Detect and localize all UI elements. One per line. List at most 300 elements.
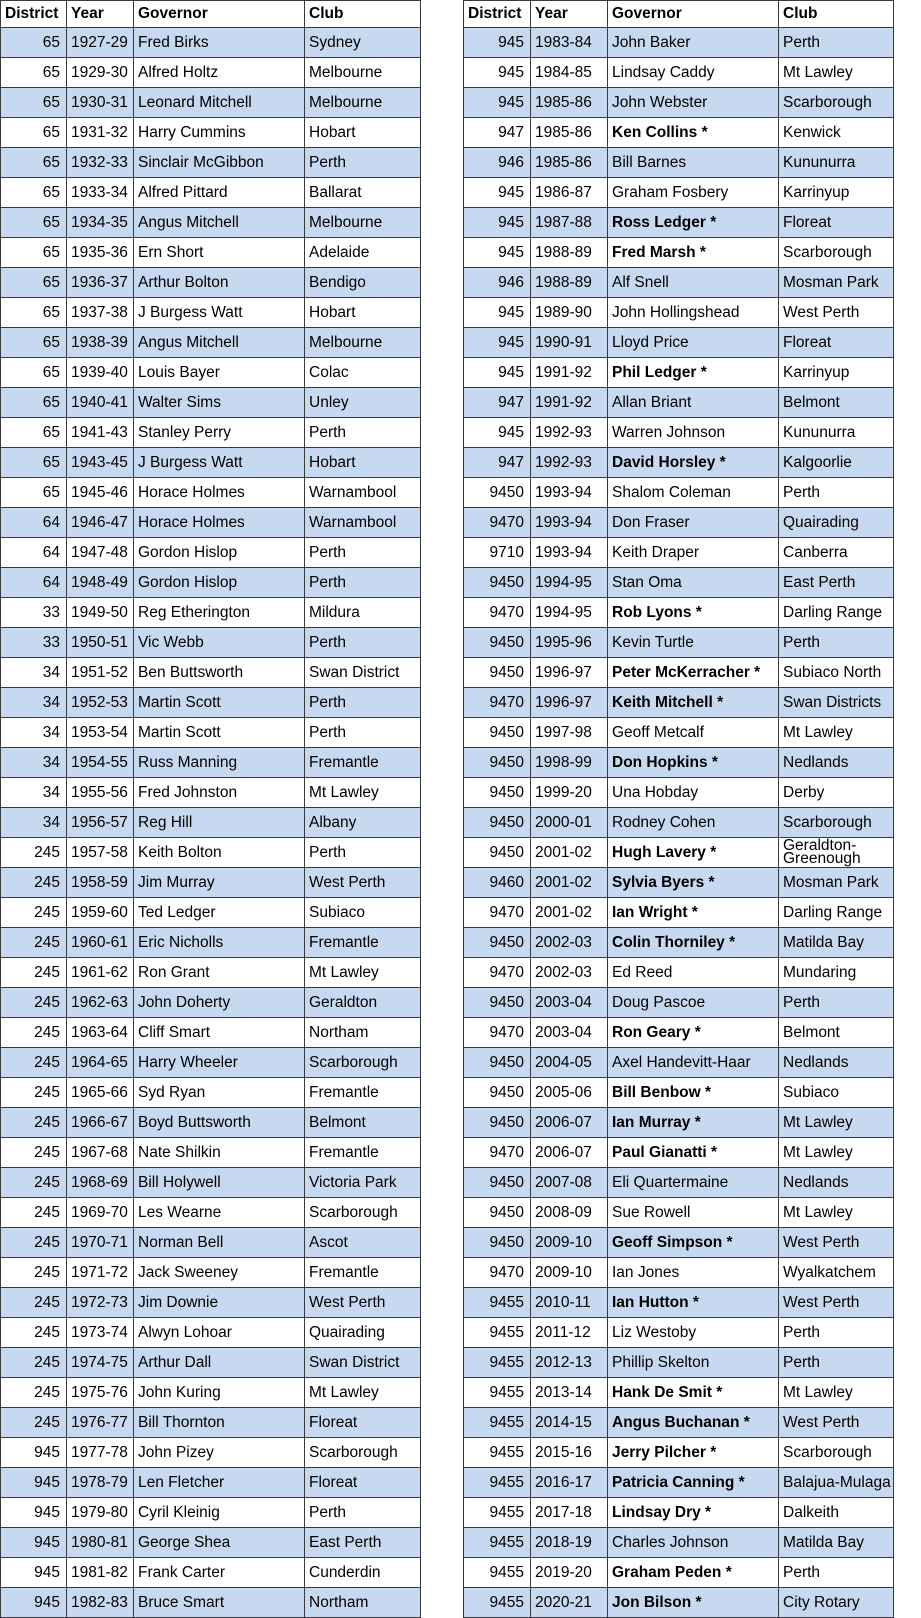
club-cell: Perth bbox=[305, 628, 421, 658]
district-cell: 65 bbox=[1, 58, 67, 88]
district-cell: 9450 bbox=[464, 478, 531, 508]
table-row bbox=[1, 58, 421, 88]
club-cell: Mt Lawley bbox=[305, 1378, 421, 1408]
district-cell: 945 bbox=[464, 238, 531, 268]
club-cell: Matilda Bay bbox=[779, 928, 894, 958]
club-cell: Scarborough bbox=[779, 238, 894, 268]
district-cell: 947 bbox=[464, 388, 531, 418]
club-cell: Perth bbox=[305, 538, 421, 568]
club-cell: Perth bbox=[779, 1348, 894, 1378]
club-cell: Northam bbox=[305, 1018, 421, 1048]
table-row bbox=[1, 1108, 421, 1138]
governor-cell: Gordon Hislop bbox=[134, 538, 305, 568]
year-cell: 1969-70 bbox=[67, 1198, 134, 1228]
district-cell: 9450 bbox=[464, 1198, 531, 1228]
governor-cell: Harry Cummins bbox=[134, 118, 305, 148]
table-row bbox=[464, 148, 894, 178]
governor-cell: Cyril Kleinig bbox=[134, 1498, 305, 1528]
governor-cell: David Horsley * bbox=[608, 448, 779, 478]
district-cell: 9450 bbox=[464, 1078, 531, 1108]
table-row bbox=[464, 28, 894, 58]
year-cell: 2003-04 bbox=[531, 1018, 608, 1048]
district-cell: 65 bbox=[1, 28, 67, 58]
year-cell: 2011-12 bbox=[531, 1318, 608, 1348]
table-row bbox=[1, 418, 421, 448]
district-cell: 245 bbox=[1, 1168, 67, 1198]
table-row bbox=[1, 658, 421, 688]
district-cell: 245 bbox=[1, 1108, 67, 1138]
table-row bbox=[464, 658, 894, 688]
governor-cell: Alwyn Lohoar bbox=[134, 1318, 305, 1348]
district-cell: 9470 bbox=[464, 898, 531, 928]
year-cell: 1971-72 bbox=[67, 1258, 134, 1288]
governor-cell: Phil Ledger * bbox=[608, 358, 779, 388]
year-cell: 1982-83 bbox=[67, 1588, 134, 1618]
district-cell: 9455 bbox=[464, 1318, 531, 1348]
governor-cell: Jon Bilson * bbox=[608, 1588, 779, 1618]
district-cell: 9470 bbox=[464, 688, 531, 718]
year-cell: 2019-20 bbox=[531, 1558, 608, 1588]
table-row bbox=[464, 478, 894, 508]
district-cell: 945 bbox=[1, 1528, 67, 1558]
table-row bbox=[464, 838, 894, 868]
year-cell: 1985-86 bbox=[531, 118, 608, 148]
table-row bbox=[1, 1048, 421, 1078]
table-row bbox=[464, 748, 894, 778]
governor-cell: John Doherty bbox=[134, 988, 305, 1018]
governor-cell: Cliff Smart bbox=[134, 1018, 305, 1048]
table-row bbox=[464, 1018, 894, 1048]
district-cell: 947 bbox=[464, 118, 531, 148]
district-cell: 9455 bbox=[464, 1348, 531, 1378]
year-cell: 2013-14 bbox=[531, 1378, 608, 1408]
governor-cell: Louis Bayer bbox=[134, 358, 305, 388]
year-cell: 1973-74 bbox=[67, 1318, 134, 1348]
governor-cell: Ern Short bbox=[134, 238, 305, 268]
club-cell: West Perth bbox=[305, 1288, 421, 1318]
district-cell: 946 bbox=[464, 268, 531, 298]
year-cell: 1946-47 bbox=[67, 508, 134, 538]
district-cell: 9455 bbox=[464, 1408, 531, 1438]
club-cell: Balajua-Mulaga bbox=[779, 1468, 894, 1498]
district-cell: 245 bbox=[1, 1018, 67, 1048]
table-row bbox=[1, 568, 421, 598]
table-row bbox=[464, 1078, 894, 1108]
district-cell: 65 bbox=[1, 208, 67, 238]
table-row bbox=[1, 1528, 421, 1558]
district-cell: 245 bbox=[1, 1288, 67, 1318]
governor-cell: Don Fraser bbox=[608, 508, 779, 538]
table-row bbox=[1, 778, 421, 808]
year-cell: 1948-49 bbox=[67, 568, 134, 598]
club-cell: West Perth bbox=[779, 298, 894, 328]
district-cell: 945 bbox=[464, 328, 531, 358]
year-cell: 1975-76 bbox=[67, 1378, 134, 1408]
table-row bbox=[1, 958, 421, 988]
district-cell: 945 bbox=[1, 1558, 67, 1588]
club-cell: Belmont bbox=[779, 388, 894, 418]
club-cell: Fremantle bbox=[305, 748, 421, 778]
club-cell: Subiaco bbox=[779, 1078, 894, 1108]
district-cell: 945 bbox=[464, 58, 531, 88]
club-cell: Hobart bbox=[305, 298, 421, 328]
year-cell: 2006-07 bbox=[531, 1108, 608, 1138]
club-cell: Adelaide bbox=[305, 238, 421, 268]
club-cell: Kununurra bbox=[779, 148, 894, 178]
table-row bbox=[1, 1078, 421, 1108]
table-row bbox=[1, 478, 421, 508]
governor-cell: Horace Holmes bbox=[134, 508, 305, 538]
governor-cell: Martin Scott bbox=[134, 718, 305, 748]
table-row bbox=[464, 988, 894, 1018]
governor-cell: Hank De Smit * bbox=[608, 1378, 779, 1408]
governor-cell: Alfred Holtz bbox=[134, 58, 305, 88]
table-row bbox=[1, 898, 421, 928]
table-row bbox=[464, 688, 894, 718]
governor-cell: Geoff Simpson * bbox=[608, 1228, 779, 1258]
governor-cell: Geoff Metcalf bbox=[608, 718, 779, 748]
governor-cell: Stan Oma bbox=[608, 568, 779, 598]
governor-cell: John Hollingshead bbox=[608, 298, 779, 328]
district-header: District bbox=[464, 1, 531, 28]
club-cell: Subiaco North bbox=[779, 658, 894, 688]
governor-cell: Gordon Hislop bbox=[134, 568, 305, 598]
table-row bbox=[1, 1468, 421, 1498]
governors-table-left bbox=[0, 0, 421, 1618]
year-cell: 1963-64 bbox=[67, 1018, 134, 1048]
table-row bbox=[1, 1408, 421, 1438]
governor-cell: Ed Reed bbox=[608, 958, 779, 988]
year-cell: 1947-48 bbox=[67, 538, 134, 568]
club-cell: Warnambool bbox=[305, 508, 421, 538]
year-cell: 1960-61 bbox=[67, 928, 134, 958]
table-row bbox=[464, 598, 894, 628]
governor-cell: Sinclair McGibbon bbox=[134, 148, 305, 178]
club-cell: Nedlands bbox=[779, 1168, 894, 1198]
table-row bbox=[464, 1348, 894, 1378]
table-row bbox=[1, 208, 421, 238]
header-row bbox=[464, 1, 894, 28]
table-row bbox=[464, 1528, 894, 1558]
table-row bbox=[464, 358, 894, 388]
table-row bbox=[1, 628, 421, 658]
year-cell: 2003-04 bbox=[531, 988, 608, 1018]
year-cell: 1943-45 bbox=[67, 448, 134, 478]
governor-cell: Jim Downie bbox=[134, 1288, 305, 1318]
club-cell: Karrinyup bbox=[779, 358, 894, 388]
district-cell: 9450 bbox=[464, 778, 531, 808]
table-row bbox=[1, 928, 421, 958]
governor-cell: John Baker bbox=[608, 28, 779, 58]
table-row bbox=[1, 1558, 421, 1588]
governor-cell: Sue Rowell bbox=[608, 1198, 779, 1228]
club-cell: Mt Lawley bbox=[779, 1198, 894, 1228]
year-cell: 1945-46 bbox=[67, 478, 134, 508]
club-cell: Perth bbox=[305, 718, 421, 748]
governor-cell: Ron Grant bbox=[134, 958, 305, 988]
year-cell: 1990-91 bbox=[531, 328, 608, 358]
governor-cell: Ron Geary * bbox=[608, 1018, 779, 1048]
table-row bbox=[1, 1438, 421, 1468]
club-header: Club bbox=[779, 1, 894, 28]
club-cell: Scarborough bbox=[779, 808, 894, 838]
district-cell: 945 bbox=[1, 1498, 67, 1528]
district-cell: 65 bbox=[1, 448, 67, 478]
table-row bbox=[1, 508, 421, 538]
table-row bbox=[464, 1588, 894, 1618]
table-row bbox=[1, 598, 421, 628]
club-cell: Swan Districts bbox=[779, 688, 894, 718]
governor-cell: Doug Pascoe bbox=[608, 988, 779, 1018]
governor-cell: Vic Webb bbox=[134, 628, 305, 658]
club-cell: Colac bbox=[305, 358, 421, 388]
header-row bbox=[1, 1, 421, 28]
year-cell: 2014-15 bbox=[531, 1408, 608, 1438]
district-cell: 34 bbox=[1, 808, 67, 838]
table-row bbox=[1, 148, 421, 178]
club-cell: Geraldton bbox=[305, 988, 421, 1018]
year-cell: 2015-16 bbox=[531, 1438, 608, 1468]
district-cell: 945 bbox=[464, 208, 531, 238]
district-cell: 945 bbox=[464, 298, 531, 328]
club-cell: Nedlands bbox=[779, 1048, 894, 1078]
district-cell: 9450 bbox=[464, 1048, 531, 1078]
district-cell: 9710 bbox=[464, 538, 531, 568]
governor-cell: Peter McKerracher * bbox=[608, 658, 779, 688]
club-cell: Swan District bbox=[305, 1348, 421, 1378]
club-cell: Floreat bbox=[779, 328, 894, 358]
club-cell: Sydney bbox=[305, 28, 421, 58]
club-cell: Bendigo bbox=[305, 268, 421, 298]
right-table-body bbox=[464, 1, 894, 1618]
governor-cell: Ted Ledger bbox=[134, 898, 305, 928]
year-cell: 1933-34 bbox=[67, 178, 134, 208]
governor-cell: Ian Hutton * bbox=[608, 1288, 779, 1318]
year-cell: 2009-10 bbox=[531, 1228, 608, 1258]
table-row bbox=[464, 118, 894, 148]
table-row bbox=[464, 538, 894, 568]
district-cell: 9455 bbox=[464, 1378, 531, 1408]
governor-cell: Horace Holmes bbox=[134, 478, 305, 508]
table-row bbox=[1, 1168, 421, 1198]
governor-cell: Ben Buttsworth bbox=[134, 658, 305, 688]
club-cell: Fremantle bbox=[305, 1138, 421, 1168]
club-cell: Derby bbox=[779, 778, 894, 808]
club-cell: Perth bbox=[779, 28, 894, 58]
governor-cell: Stanley Perry bbox=[134, 418, 305, 448]
year-cell: 1996-97 bbox=[531, 688, 608, 718]
governor-cell: Charles Johnson bbox=[608, 1528, 779, 1558]
year-cell: 2001-02 bbox=[531, 898, 608, 928]
year-cell: 1993-94 bbox=[531, 508, 608, 538]
district-cell: 9455 bbox=[464, 1588, 531, 1618]
table-row bbox=[464, 178, 894, 208]
club-cell: Victoria Park bbox=[305, 1168, 421, 1198]
governor-cell: Ian Murray * bbox=[608, 1108, 779, 1138]
club-cell: Swan District bbox=[305, 658, 421, 688]
district-cell: 9460 bbox=[464, 868, 531, 898]
governor-cell: J Burgess Watt bbox=[134, 298, 305, 328]
year-cell: 1939-40 bbox=[67, 358, 134, 388]
year-cell: 1953-54 bbox=[67, 718, 134, 748]
table-row bbox=[1, 1588, 421, 1618]
table-row bbox=[464, 1168, 894, 1198]
year-cell: 1957-58 bbox=[67, 838, 134, 868]
club-cell: Fremantle bbox=[305, 928, 421, 958]
district-cell: 245 bbox=[1, 898, 67, 928]
governor-cell: Bill Benbow * bbox=[608, 1078, 779, 1108]
year-cell: 1949-50 bbox=[67, 598, 134, 628]
district-cell: 946 bbox=[464, 148, 531, 178]
club-cell: Belmont bbox=[305, 1108, 421, 1138]
club-cell: Matilda Bay bbox=[779, 1528, 894, 1558]
governor-cell: Keith Mitchell * bbox=[608, 688, 779, 718]
table-row bbox=[464, 1108, 894, 1138]
year-cell: 2007-08 bbox=[531, 1168, 608, 1198]
governor-cell: Jack Sweeney bbox=[134, 1258, 305, 1288]
year-cell: 1983-84 bbox=[531, 28, 608, 58]
district-cell: 245 bbox=[1, 1408, 67, 1438]
club-cell: Hobart bbox=[305, 448, 421, 478]
club-cell: Darling Range bbox=[779, 898, 894, 928]
table-row bbox=[464, 448, 894, 478]
table-row bbox=[464, 1318, 894, 1348]
year-cell: 2020-21 bbox=[531, 1588, 608, 1618]
club-cell: Geraldton-Greenough bbox=[779, 838, 894, 868]
district-cell: 245 bbox=[1, 1228, 67, 1258]
governor-cell: Paul Gianatti * bbox=[608, 1138, 779, 1168]
club-cell: Melbourne bbox=[305, 58, 421, 88]
table-row bbox=[1, 238, 421, 268]
year-cell: 1995-96 bbox=[531, 628, 608, 658]
club-cell: Mt Lawley bbox=[779, 58, 894, 88]
club-cell: Nedlands bbox=[779, 748, 894, 778]
table-row bbox=[464, 628, 894, 658]
governor-cell: Don Hopkins * bbox=[608, 748, 779, 778]
table-row bbox=[464, 1288, 894, 1318]
governor-cell: Jim Murray bbox=[134, 868, 305, 898]
district-cell: 245 bbox=[1, 1138, 67, 1168]
year-cell: 1985-86 bbox=[531, 88, 608, 118]
governor-cell: Sylvia Byers * bbox=[608, 868, 779, 898]
district-cell: 945 bbox=[464, 178, 531, 208]
club-cell: Kalgoorlie bbox=[779, 448, 894, 478]
governor-cell: Lloyd Price bbox=[608, 328, 779, 358]
table-row bbox=[464, 418, 894, 448]
district-cell: 65 bbox=[1, 88, 67, 118]
year-cell: 1938-39 bbox=[67, 328, 134, 358]
district-cell: 9470 bbox=[464, 1138, 531, 1168]
year-cell: 1985-86 bbox=[531, 148, 608, 178]
club-cell: Perth bbox=[779, 988, 894, 1018]
table-row bbox=[464, 1558, 894, 1588]
district-cell: 245 bbox=[1, 838, 67, 868]
year-cell: 1931-32 bbox=[67, 118, 134, 148]
governor-cell: Jerry Pilcher * bbox=[608, 1438, 779, 1468]
district-cell: 245 bbox=[1, 1318, 67, 1348]
table-row bbox=[1, 1228, 421, 1258]
table-row bbox=[464, 268, 894, 298]
governor-cell: Bill Barnes bbox=[608, 148, 779, 178]
governor-cell: Lindsay Caddy bbox=[608, 58, 779, 88]
club-cell: Wyalkatchem bbox=[779, 1258, 894, 1288]
district-cell: 245 bbox=[1, 1378, 67, 1408]
district-cell: 65 bbox=[1, 268, 67, 298]
year-cell: 1964-65 bbox=[67, 1048, 134, 1078]
year-cell: 1978-79 bbox=[67, 1468, 134, 1498]
district-cell: 65 bbox=[1, 238, 67, 268]
table-row bbox=[464, 928, 894, 958]
year-cell: 1965-66 bbox=[67, 1078, 134, 1108]
club-cell: West Perth bbox=[779, 1408, 894, 1438]
table-row bbox=[464, 388, 894, 418]
district-cell: 9450 bbox=[464, 928, 531, 958]
district-cell: 9455 bbox=[464, 1468, 531, 1498]
governor-header: Governor bbox=[134, 1, 305, 28]
district-cell: 9450 bbox=[464, 988, 531, 1018]
district-cell: 9450 bbox=[464, 658, 531, 688]
governor-cell: Keith Bolton bbox=[134, 838, 305, 868]
governor-cell: Fred Birks bbox=[134, 28, 305, 58]
club-cell: Mt Lawley bbox=[779, 1138, 894, 1168]
year-cell: 1961-62 bbox=[67, 958, 134, 988]
district-cell: 65 bbox=[1, 178, 67, 208]
year-cell: 1959-60 bbox=[67, 898, 134, 928]
year-cell: 2010-11 bbox=[531, 1288, 608, 1318]
district-cell: 245 bbox=[1, 1198, 67, 1228]
club-cell: Dalkeith bbox=[779, 1498, 894, 1528]
district-cell: 245 bbox=[1, 1078, 67, 1108]
district-cell: 65 bbox=[1, 478, 67, 508]
governor-cell: Colin Thorniley * bbox=[608, 928, 779, 958]
table-row bbox=[1, 358, 421, 388]
district-cell: 9450 bbox=[464, 718, 531, 748]
club-cell: Perth bbox=[305, 838, 421, 868]
table-row bbox=[464, 898, 894, 928]
governor-cell: Graham Peden * bbox=[608, 1558, 779, 1588]
club-cell: Floreat bbox=[305, 1468, 421, 1498]
year-cell: 1951-52 bbox=[67, 658, 134, 688]
year-cell: 2016-17 bbox=[531, 1468, 608, 1498]
year-cell: 1941-43 bbox=[67, 418, 134, 448]
governors-table-right bbox=[463, 0, 894, 1618]
table-row bbox=[464, 328, 894, 358]
year-cell: 1987-88 bbox=[531, 208, 608, 238]
year-cell: 1994-95 bbox=[531, 598, 608, 628]
club-cell: Mt Lawley bbox=[779, 1108, 894, 1138]
table-row bbox=[1, 178, 421, 208]
club-header: Club bbox=[305, 1, 421, 28]
governor-cell: Kevin Turtle bbox=[608, 628, 779, 658]
table-row bbox=[1, 868, 421, 898]
governor-cell: Ross Ledger * bbox=[608, 208, 779, 238]
club-cell: Perth bbox=[779, 628, 894, 658]
table-row bbox=[464, 208, 894, 238]
governor-cell: Arthur Dall bbox=[134, 1348, 305, 1378]
club-cell: Mundaring bbox=[779, 958, 894, 988]
governor-cell: Angus Mitchell bbox=[134, 328, 305, 358]
table-row bbox=[464, 808, 894, 838]
table-row bbox=[1, 268, 421, 298]
table-row bbox=[1, 388, 421, 418]
year-cell: 1936-37 bbox=[67, 268, 134, 298]
district-cell: 33 bbox=[1, 598, 67, 628]
year-cell: 1950-51 bbox=[67, 628, 134, 658]
governor-cell: Alfred Pittard bbox=[134, 178, 305, 208]
table-row bbox=[1, 988, 421, 1018]
governor-cell: Alf Snell bbox=[608, 268, 779, 298]
club-cell: Perth bbox=[305, 148, 421, 178]
